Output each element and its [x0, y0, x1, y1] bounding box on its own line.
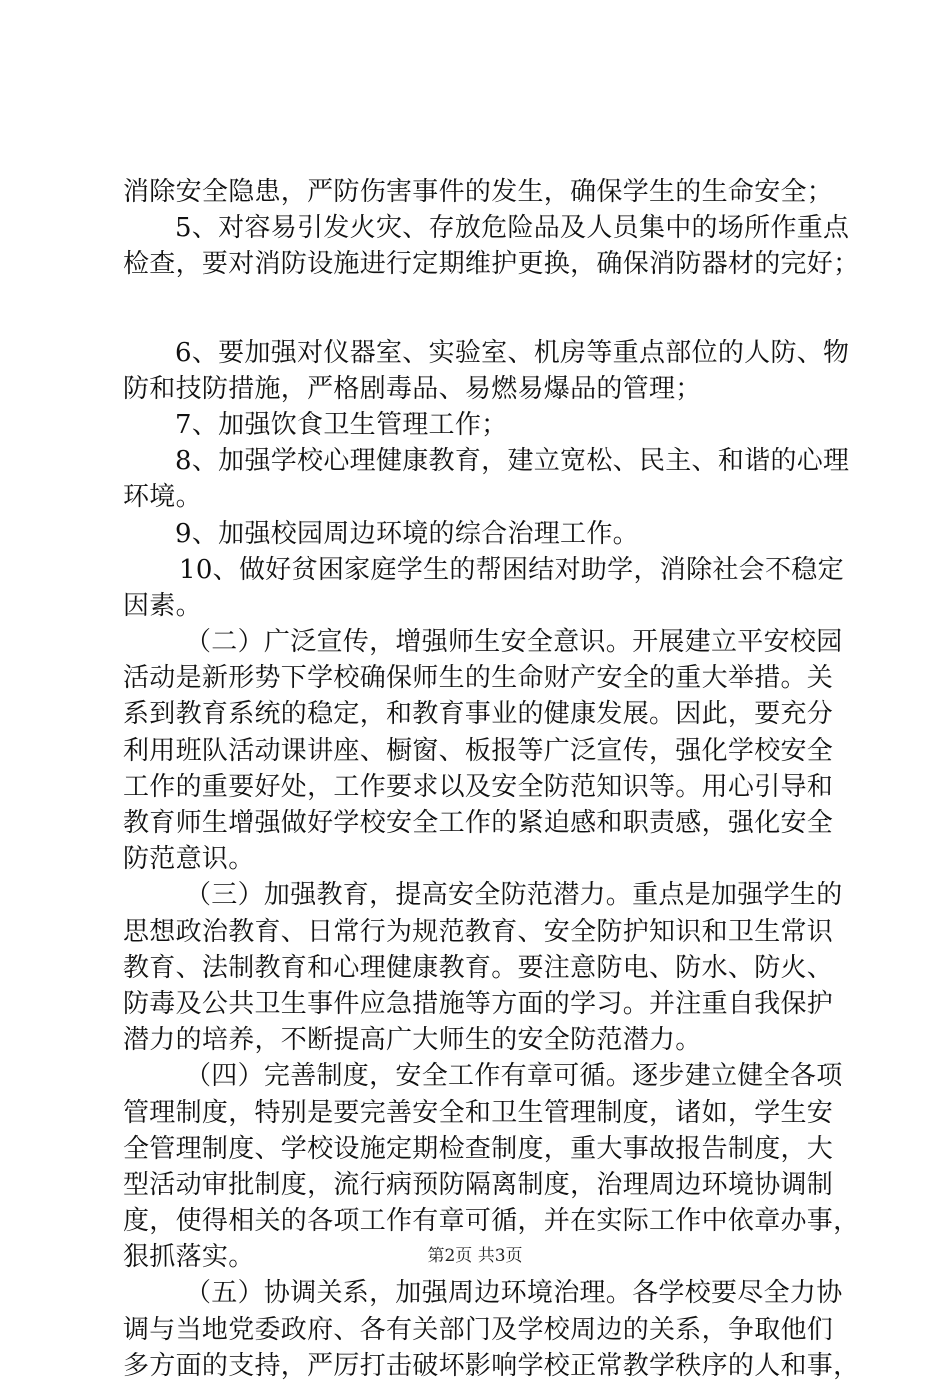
text-line: 教育、法制教育和心理健康教育。要注意防电、防水、防火、 [123, 952, 834, 983]
text-line: 型活动审批制度，流行病预防隔离制度，治理周边环境协调制 [123, 1169, 834, 1200]
text-line: 教育师生增强做好学校安全工作的紧迫感和职责感，强化安全 [123, 808, 834, 838]
text-line: 多方面的支持，严厉打击破坏影响学校正常教学秩序的人和事， [123, 1350, 860, 1381]
text-line: 度，使得相关的各项工作有章可循，并在实际工作中依章办事， [123, 1206, 860, 1237]
text-line: 因素。 [123, 590, 202, 621]
text-line: 狠抓落实。 [123, 1242, 255, 1273]
document-body [123, 174, 860, 1384]
text-line: 消除安全隐患，严防伤害事件的发生，确保学生的生命安全； [123, 177, 834, 207]
text-line: 管理制度，特别是要完善安全和卫生管理制度，诸如，学生安 [123, 1097, 834, 1128]
text-line: 10、做好贫困家庭学生的帮困结对助学，消除社会不稳定 [179, 554, 844, 585]
text-line: 检查，要对消防设施进行定期维护更换，确保消防器材的完好； [123, 249, 860, 280]
text-line: 工作的重要好处，工作要求以及安全防范知识等。用心引导和 [123, 771, 834, 802]
text-line: 系到教育系统的稳定，和教育事业的健康发展。因此，要充分 [123, 699, 834, 730]
text-line: 思想政治教育、日常行为规范教育、安全防护知识和卫生常识 [123, 916, 834, 947]
text-line: 防毒及公共卫生事件应急措施等方面的学习。并注重自我保护 [123, 988, 834, 1019]
text-line: 环境。 [123, 482, 202, 513]
text-line: 调与当地党委政府、各有关部门及学校周边的关系，争取他们 [123, 1314, 834, 1345]
text-line: 全管理制度、学校设施定期检查制度，重大事故报告制度，大 [123, 1133, 834, 1164]
text-line: 8、加强学校心理健康教育，建立宽松、民主、和谐的心理 [175, 446, 850, 477]
paragraph-gap [123, 283, 843, 335]
text-line: 9、加强校园周边环境的综合治理工作。 [175, 518, 639, 549]
text-line: （五）协调关系，加强周边环境治理。各学校要尽全力协 [185, 1278, 843, 1309]
text-line: 防和技防措施，严格剧毒品、易燃易爆品的管理； [123, 373, 702, 404]
text-line: （三）加强教育，提高安全防范潜力。重点是加强学生的 [185, 880, 843, 911]
page-number-footer: 第2页 共3页 [427, 1246, 523, 1266]
text-line: 7、加强饮食卫生管理工作； [175, 409, 508, 440]
text-line: 潜力的培养，不断提高广大师生的安全防范潜力。 [123, 1025, 702, 1056]
text-line: （四）完善制度，安全工作有章可循。逐步建立健全各项 [185, 1061, 843, 1092]
text-line: 利用班队活动课讲座、橱窗、板报等广泛宣传，强化学校安全 [123, 735, 834, 766]
text-line: （二）广泛宣传，增强师生安全意识。开展建立平安校园 [185, 627, 843, 658]
text-line: 6、要加强对仪器室、实验室、机房等重点部位的人防、物 [175, 337, 850, 368]
text-line: 活动是新形势下学校确保师生的生命财产安全的重大举措。关 [123, 663, 834, 694]
text-line: 5、对容易引发火灾、存放危险品及人员集中的场所作重点 [175, 213, 850, 244]
text-line: 防范意识。 [123, 844, 255, 875]
